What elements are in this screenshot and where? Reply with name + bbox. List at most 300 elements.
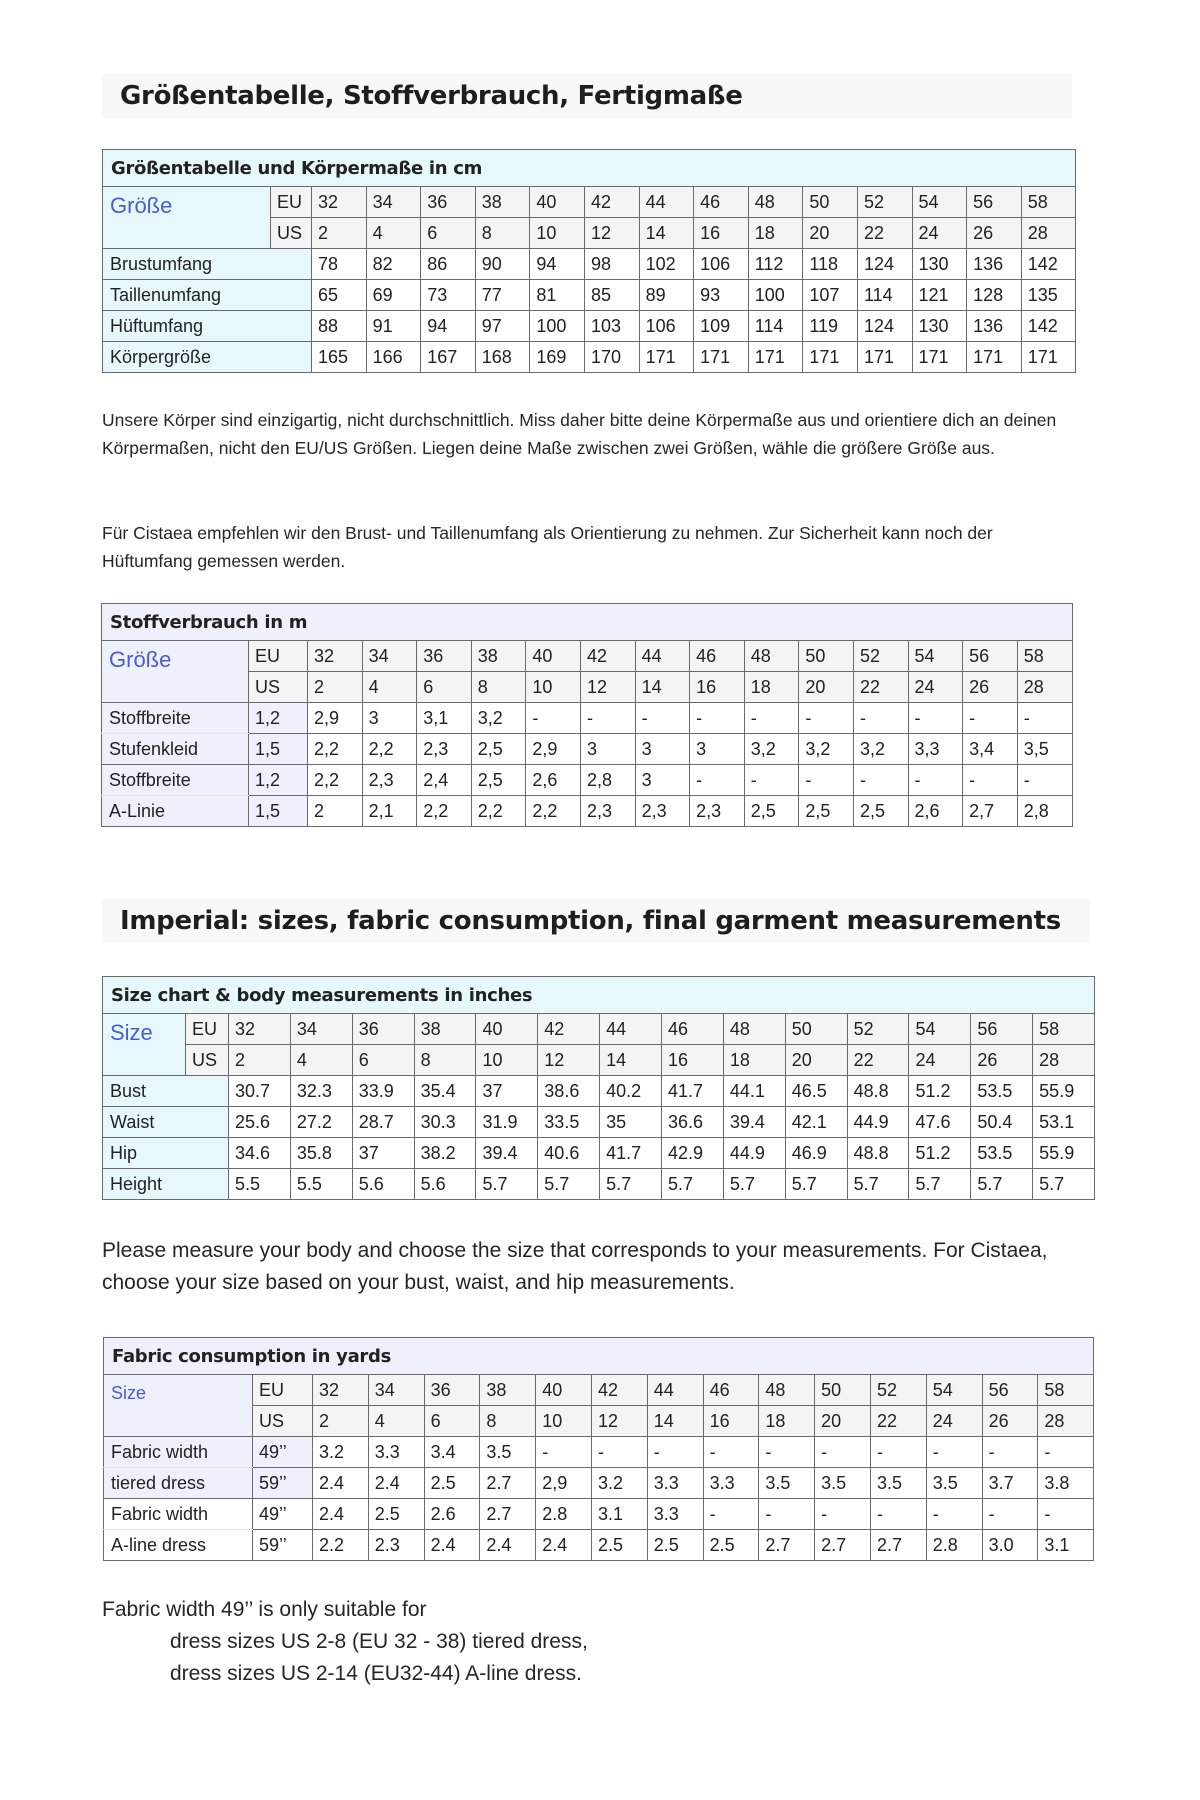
value-cell: 114 — [857, 280, 912, 311]
eu-size-cell: 44 — [635, 641, 690, 672]
value-cell: 44.1 — [723, 1076, 785, 1107]
value-cell: 130 — [912, 311, 967, 342]
value-cell: - — [703, 1437, 759, 1468]
eu-size-cell: 38 — [480, 1375, 536, 1406]
table-row — [104, 1468, 1094, 1499]
eu-size-cell: 36 — [421, 187, 476, 218]
eu-size-row — [104, 1375, 1094, 1406]
size-table-cm — [102, 149, 1076, 373]
eu-size-cell: 46 — [694, 187, 749, 218]
value-cell: 2.7 — [759, 1530, 815, 1561]
value-cell: - — [759, 1499, 815, 1530]
value-cell: - — [815, 1499, 871, 1530]
fabric-table-m — [101, 603, 1073, 827]
value-cell: 35.8 — [290, 1138, 352, 1169]
value-cell: 5.7 — [785, 1169, 847, 1200]
value-cell: 91 — [366, 311, 421, 342]
value-cell: 55.9 — [1033, 1076, 1095, 1107]
value-cell: 35 — [600, 1107, 662, 1138]
value-cell: 48.8 — [847, 1076, 909, 1107]
size-header-label: Size — [103, 1014, 186, 1076]
size-header-label: Size — [104, 1375, 253, 1437]
us-size-cell: 26 — [982, 1406, 1038, 1437]
value-cell: 171 — [639, 342, 694, 373]
table-row — [104, 1499, 1094, 1530]
value-cell: 90 — [475, 249, 530, 280]
value-cell: 2,6 — [526, 765, 581, 796]
us-size-cell: 6 — [352, 1045, 414, 1076]
us-size-cell: 16 — [662, 1045, 724, 1076]
eu-size-cell: 36 — [352, 1014, 414, 1045]
value-cell: - — [799, 765, 854, 796]
fabric-width-cell: 59’’ — [253, 1530, 313, 1561]
value-cell: 35.4 — [414, 1076, 476, 1107]
eu-size-cell: 40 — [476, 1014, 538, 1045]
value-cell: - — [926, 1499, 982, 1530]
value-cell: 5.7 — [600, 1169, 662, 1200]
value-cell: 2.2 — [313, 1530, 369, 1561]
note-line-2: dress sizes US 2-8 (EU 32 - 38) tiered dress, — [170, 1630, 588, 1653]
eu-label: EU — [249, 641, 308, 672]
note-line-1: Fabric width 49’’ is only suitable for — [102, 1598, 427, 1621]
us-label: US — [249, 672, 308, 703]
value-cell: 142 — [1021, 311, 1076, 342]
eu-size-cell: 54 — [909, 1014, 971, 1045]
value-cell: 2.3 — [368, 1530, 424, 1561]
eu-size-cell: 54 — [926, 1375, 982, 1406]
value-cell: 32.3 — [290, 1076, 352, 1107]
value-cell: - — [799, 703, 854, 734]
eu-size-cell: 38 — [475, 187, 530, 218]
value-cell: 94 — [421, 311, 476, 342]
value-cell: 41.7 — [600, 1138, 662, 1169]
eu-size-cell: 58 — [1033, 1014, 1095, 1045]
value-cell: - — [526, 703, 581, 734]
table-row — [104, 1437, 1094, 1468]
value-cell: 48.8 — [847, 1138, 909, 1169]
value-cell: 2,3 — [417, 734, 472, 765]
us-size-cell: 6 — [417, 672, 472, 703]
value-cell: 34.6 — [229, 1138, 291, 1169]
value-cell: 33.9 — [352, 1076, 414, 1107]
us-size-cell: 20 — [815, 1406, 871, 1437]
us-size-cell: 16 — [703, 1406, 759, 1437]
value-cell: 106 — [694, 249, 749, 280]
value-cell: 2,2 — [526, 796, 581, 827]
value-cell: 136 — [967, 311, 1022, 342]
value-cell: 5.7 — [476, 1169, 538, 1200]
value-cell: 109 — [694, 311, 749, 342]
value-cell: 3.1 — [591, 1499, 647, 1530]
value-cell: 2,5 — [471, 734, 526, 765]
value-cell: - — [982, 1499, 1038, 1530]
value-cell: 46.5 — [785, 1076, 847, 1107]
row-label: Waist — [103, 1107, 229, 1138]
eu-size-cell: 48 — [744, 641, 799, 672]
value-cell: 3 — [690, 734, 745, 765]
eu-size-cell: 46 — [703, 1375, 759, 1406]
value-cell: 3,2 — [799, 734, 854, 765]
value-cell: 3.5 — [480, 1437, 536, 1468]
value-cell: 53.5 — [971, 1076, 1033, 1107]
value-cell: 3,2 — [471, 703, 526, 734]
value-cell: 130 — [912, 249, 967, 280]
value-cell: 128 — [967, 280, 1022, 311]
value-cell: 77 — [475, 280, 530, 311]
us-size-cell: 10 — [476, 1045, 538, 1076]
us-size-cell: 20 — [803, 218, 858, 249]
value-cell: 42.1 — [785, 1107, 847, 1138]
value-cell: - — [908, 765, 963, 796]
row-label: Fabric width — [104, 1499, 253, 1530]
us-size-cell: 2 — [229, 1045, 291, 1076]
eu-size-cell: 48 — [748, 187, 803, 218]
fabric-width-cell: 1,2 — [249, 703, 308, 734]
value-cell: - — [591, 1437, 647, 1468]
us-size-cell: 26 — [971, 1045, 1033, 1076]
value-cell: - — [1017, 765, 1072, 796]
value-cell: 2.5 — [703, 1530, 759, 1561]
us-label: US — [253, 1406, 313, 1437]
value-cell: 2,7 — [963, 796, 1018, 827]
us-size-cell: 18 — [723, 1045, 785, 1076]
fabric-width-cell: 1,5 — [249, 734, 308, 765]
value-cell: 2.5 — [591, 1530, 647, 1561]
value-cell: 38.6 — [538, 1076, 600, 1107]
value-cell: 93 — [694, 280, 749, 311]
fabric-width-cell: 49’’ — [253, 1437, 313, 1468]
value-cell: 2,3 — [362, 765, 417, 796]
value-cell: 2,5 — [853, 796, 908, 827]
us-size-cell: 28 — [1033, 1045, 1095, 1076]
value-cell: 2,8 — [580, 765, 635, 796]
value-cell: 5.6 — [352, 1169, 414, 1200]
us-size-cell: 28 — [1038, 1406, 1094, 1437]
us-size-cell: 24 — [912, 218, 967, 249]
value-cell: 36.6 — [662, 1107, 724, 1138]
value-cell: 2 — [308, 796, 363, 827]
value-cell: 167 — [421, 342, 476, 373]
row-label: Height — [103, 1169, 229, 1200]
value-cell: 69 — [366, 280, 421, 311]
eu-size-cell: 44 — [600, 1014, 662, 1045]
value-cell: 39.4 — [723, 1107, 785, 1138]
value-cell: 40.2 — [600, 1076, 662, 1107]
table-title: Stoffverbrauch in m — [102, 604, 1073, 641]
value-cell: 2,9 — [536, 1468, 592, 1499]
value-cell: 3.3 — [647, 1468, 703, 1499]
eu-size-cell: 48 — [759, 1375, 815, 1406]
value-cell: 3 — [580, 734, 635, 765]
value-cell: - — [703, 1499, 759, 1530]
eu-size-cell: 42 — [591, 1375, 647, 1406]
value-cell: 2.4 — [480, 1530, 536, 1561]
value-cell: 3.5 — [870, 1468, 926, 1499]
value-cell: 25.6 — [229, 1107, 291, 1138]
value-cell: - — [853, 703, 908, 734]
value-cell: 89 — [639, 280, 694, 311]
value-cell: 103 — [584, 311, 639, 342]
value-cell: 3,4 — [963, 734, 1018, 765]
value-cell: - — [963, 703, 1018, 734]
us-size-cell: 24 — [926, 1406, 982, 1437]
value-cell: - — [926, 1437, 982, 1468]
eu-size-cell: 32 — [313, 1375, 369, 1406]
row-label: Stoffbreite — [102, 765, 249, 796]
us-size-cell: 22 — [857, 218, 912, 249]
eu-size-cell: 46 — [662, 1014, 724, 1045]
table-row — [103, 342, 1076, 373]
eu-size-row — [102, 641, 1073, 672]
fabric-width-cell: 49’’ — [253, 1499, 313, 1530]
value-cell: 165 — [312, 342, 367, 373]
table-row — [103, 249, 1076, 280]
eu-size-cell: 58 — [1038, 1375, 1094, 1406]
value-cell: 2,3 — [690, 796, 745, 827]
eu-size-cell: 52 — [870, 1375, 926, 1406]
us-size-cell: 6 — [421, 218, 476, 249]
value-cell: 82 — [366, 249, 421, 280]
us-size-cell: 8 — [480, 1406, 536, 1437]
eu-size-cell: 40 — [536, 1375, 592, 1406]
us-size-cell: 10 — [530, 218, 585, 249]
section-heading-metric: Größentabelle, Stoffverbrauch, Fertigmaße — [102, 74, 1072, 118]
value-cell: - — [1017, 703, 1072, 734]
fabric-width-note — [102, 1594, 1002, 1690]
value-cell: 55.9 — [1033, 1138, 1095, 1169]
value-cell: 51.2 — [909, 1076, 971, 1107]
value-cell: - — [759, 1437, 815, 1468]
eu-size-cell: 46 — [690, 641, 745, 672]
us-size-cell: 6 — [424, 1406, 480, 1437]
us-size-cell: 2 — [313, 1406, 369, 1437]
eu-label: EU — [271, 187, 312, 218]
value-cell: 44.9 — [723, 1138, 785, 1169]
value-cell: 171 — [857, 342, 912, 373]
value-cell: - — [690, 765, 745, 796]
value-cell: 5.5 — [229, 1169, 291, 1200]
fabric-width-cell: 59’’ — [253, 1468, 313, 1499]
value-cell: 47.6 — [909, 1107, 971, 1138]
size-header-label: Größe — [102, 641, 249, 703]
value-cell: 124 — [857, 311, 912, 342]
value-cell: 5.7 — [971, 1169, 1033, 1200]
us-size-cell: 18 — [744, 672, 799, 703]
eu-label: EU — [186, 1014, 229, 1045]
value-cell: 2,9 — [308, 703, 363, 734]
value-cell: 98 — [584, 249, 639, 280]
value-cell: 3.2 — [313, 1437, 369, 1468]
value-cell: 3 — [635, 765, 690, 796]
us-size-cell: 14 — [600, 1045, 662, 1076]
eu-size-cell: 34 — [366, 187, 421, 218]
us-size-cell: 20 — [785, 1045, 847, 1076]
table-row — [104, 1530, 1094, 1561]
value-cell: 168 — [475, 342, 530, 373]
value-cell: - — [1038, 1437, 1094, 1468]
value-cell: 40.6 — [538, 1138, 600, 1169]
value-cell: 5.5 — [290, 1169, 352, 1200]
us-size-cell: 2 — [312, 218, 367, 249]
eu-size-cell: 56 — [982, 1375, 1038, 1406]
us-size-cell: 4 — [362, 672, 417, 703]
value-cell: 2.6 — [424, 1499, 480, 1530]
eu-size-cell: 54 — [912, 187, 967, 218]
table-title: Fabric consumption in yards — [104, 1338, 1094, 1375]
value-cell: 2.5 — [368, 1499, 424, 1530]
eu-size-cell: 50 — [815, 1375, 871, 1406]
us-label: US — [271, 218, 312, 249]
paragraph-measure-en: Please measure your body and choose the size that corresponds to your measurements. For Cistaea, choose your size based on your bust, waist, and hip measurements. — [102, 1239, 1048, 1294]
eu-size-cell: 48 — [723, 1014, 785, 1045]
value-cell: 2.4 — [536, 1530, 592, 1561]
value-cell: 5.6 — [414, 1169, 476, 1200]
size-header-label: Größe — [103, 187, 271, 249]
value-cell: 42.9 — [662, 1138, 724, 1169]
value-cell: - — [536, 1437, 592, 1468]
row-label: Brustumfang — [103, 249, 312, 280]
eu-size-cell: 42 — [584, 187, 639, 218]
value-cell: 3.0 — [982, 1530, 1038, 1561]
eu-size-row — [103, 1014, 1095, 1045]
value-cell: 30.7 — [229, 1076, 291, 1107]
us-size-cell: 18 — [748, 218, 803, 249]
eu-size-cell: 32 — [308, 641, 363, 672]
value-cell: 97 — [475, 311, 530, 342]
value-cell: 169 — [530, 342, 585, 373]
table-row — [103, 280, 1076, 311]
us-size-cell: 24 — [909, 1045, 971, 1076]
row-label: Stoffbreite — [102, 703, 249, 734]
eu-size-cell: 52 — [847, 1014, 909, 1045]
us-size-cell: 14 — [635, 672, 690, 703]
value-cell: 106 — [639, 311, 694, 342]
value-cell: 3.5 — [926, 1468, 982, 1499]
eu-size-cell: 56 — [971, 1014, 1033, 1045]
value-cell: 2.8 — [926, 1530, 982, 1561]
value-cell: - — [815, 1437, 871, 1468]
us-size-cell: 22 — [870, 1406, 926, 1437]
value-cell: 2,2 — [308, 734, 363, 765]
value-cell: 2,9 — [526, 734, 581, 765]
us-size-cell: 24 — [908, 672, 963, 703]
value-cell: 2.4 — [424, 1530, 480, 1561]
us-size-cell: 12 — [580, 672, 635, 703]
value-cell: 5.7 — [1033, 1169, 1095, 1200]
value-cell: 86 — [421, 249, 476, 280]
table-row — [103, 311, 1076, 342]
value-cell: 102 — [639, 249, 694, 280]
value-cell: 3,2 — [744, 734, 799, 765]
us-size-cell: 20 — [799, 672, 854, 703]
value-cell: 171 — [748, 342, 803, 373]
value-cell: 78 — [312, 249, 367, 280]
eu-size-cell: 52 — [853, 641, 908, 672]
table-title: Size chart & body measurements in inches — [103, 977, 1095, 1014]
value-cell: 28.7 — [352, 1107, 414, 1138]
eu-size-cell: 34 — [290, 1014, 352, 1045]
value-cell: 2.4 — [368, 1468, 424, 1499]
value-cell: 5.7 — [538, 1169, 600, 1200]
value-cell: 171 — [803, 342, 858, 373]
table-row — [102, 765, 1073, 796]
value-cell: - — [982, 1437, 1038, 1468]
eu-size-cell: 50 — [785, 1014, 847, 1045]
section-heading-imperial: Imperial: sizes, fabric consumption, final garment measurements — [102, 899, 1090, 943]
eu-size-cell: 34 — [368, 1375, 424, 1406]
value-cell: 171 — [912, 342, 967, 373]
value-cell: 37 — [352, 1138, 414, 1169]
value-cell: 3,2 — [853, 734, 908, 765]
value-cell: 65 — [312, 280, 367, 311]
eu-size-cell: 58 — [1021, 187, 1076, 218]
table-row — [103, 1107, 1095, 1138]
value-cell: 51.2 — [909, 1138, 971, 1169]
eu-size-cell: 44 — [639, 187, 694, 218]
value-cell: 2,3 — [580, 796, 635, 827]
value-cell: - — [744, 765, 799, 796]
value-cell: 53.1 — [1033, 1107, 1095, 1138]
row-label: tiered dress — [104, 1468, 253, 1499]
value-cell: 2.4 — [313, 1499, 369, 1530]
row-label: Taillenumfang — [103, 280, 312, 311]
value-cell: 2.4 — [313, 1468, 369, 1499]
value-cell: - — [744, 703, 799, 734]
us-size-cell: 14 — [639, 218, 694, 249]
fabric-table-yards — [103, 1337, 1094, 1561]
value-cell: 3,3 — [908, 734, 963, 765]
value-cell: 100 — [748, 280, 803, 311]
value-cell: - — [580, 703, 635, 734]
us-size-cell: 10 — [526, 672, 581, 703]
value-cell: 3.7 — [982, 1468, 1038, 1499]
eu-size-cell: 50 — [803, 187, 858, 218]
eu-size-cell: 58 — [1017, 641, 1072, 672]
eu-size-cell: 32 — [312, 187, 367, 218]
value-cell: - — [870, 1437, 926, 1468]
paragraph-body-measurements-de: Unsere Körper sind einzigartig, nicht durchschnittlich. Miss daher bitte deine Körpermaße aus und orientiere dich an deinen Körpermaßen, nicht den EU/US Größen. Liegen deine Maße zwischen zwei Größen, wähle die größere Größe aus. — [102, 410, 1057, 458]
value-cell: - — [853, 765, 908, 796]
eu-size-cell: 56 — [967, 187, 1022, 218]
value-cell: 3.4 — [424, 1437, 480, 1468]
value-cell: - — [1038, 1499, 1094, 1530]
value-cell: 50.4 — [971, 1107, 1033, 1138]
row-label: Körpergröße — [103, 342, 312, 373]
value-cell: 107 — [803, 280, 858, 311]
row-label: Fabric width — [104, 1437, 253, 1468]
eu-size-cell: 56 — [963, 641, 1018, 672]
eu-size-cell: 40 — [530, 187, 585, 218]
us-size-cell: 18 — [759, 1406, 815, 1437]
value-cell: 33.5 — [538, 1107, 600, 1138]
value-cell: 2,5 — [744, 796, 799, 827]
value-cell: 3.3 — [647, 1499, 703, 1530]
value-cell: 118 — [803, 249, 858, 280]
us-size-row — [104, 1406, 1094, 1437]
us-size-cell: 8 — [471, 672, 526, 703]
paragraph-cistaea-de: Für Cistaea empfehlen wir den Brust- und Taillenumfang als Orientierung zu nehmen. Zur Sicherheit kann noch der Hüftumfang gemessen werden. — [102, 523, 993, 571]
value-cell: - — [635, 703, 690, 734]
value-cell: 41.7 — [662, 1076, 724, 1107]
value-cell: 3.1 — [1038, 1530, 1094, 1561]
us-size-cell: 12 — [538, 1045, 600, 1076]
value-cell: 170 — [584, 342, 639, 373]
us-size-cell: 4 — [368, 1406, 424, 1437]
us-size-cell: 16 — [694, 218, 749, 249]
row-label: Hip — [103, 1138, 229, 1169]
value-cell: 2,4 — [417, 765, 472, 796]
value-cell: 2,3 — [635, 796, 690, 827]
